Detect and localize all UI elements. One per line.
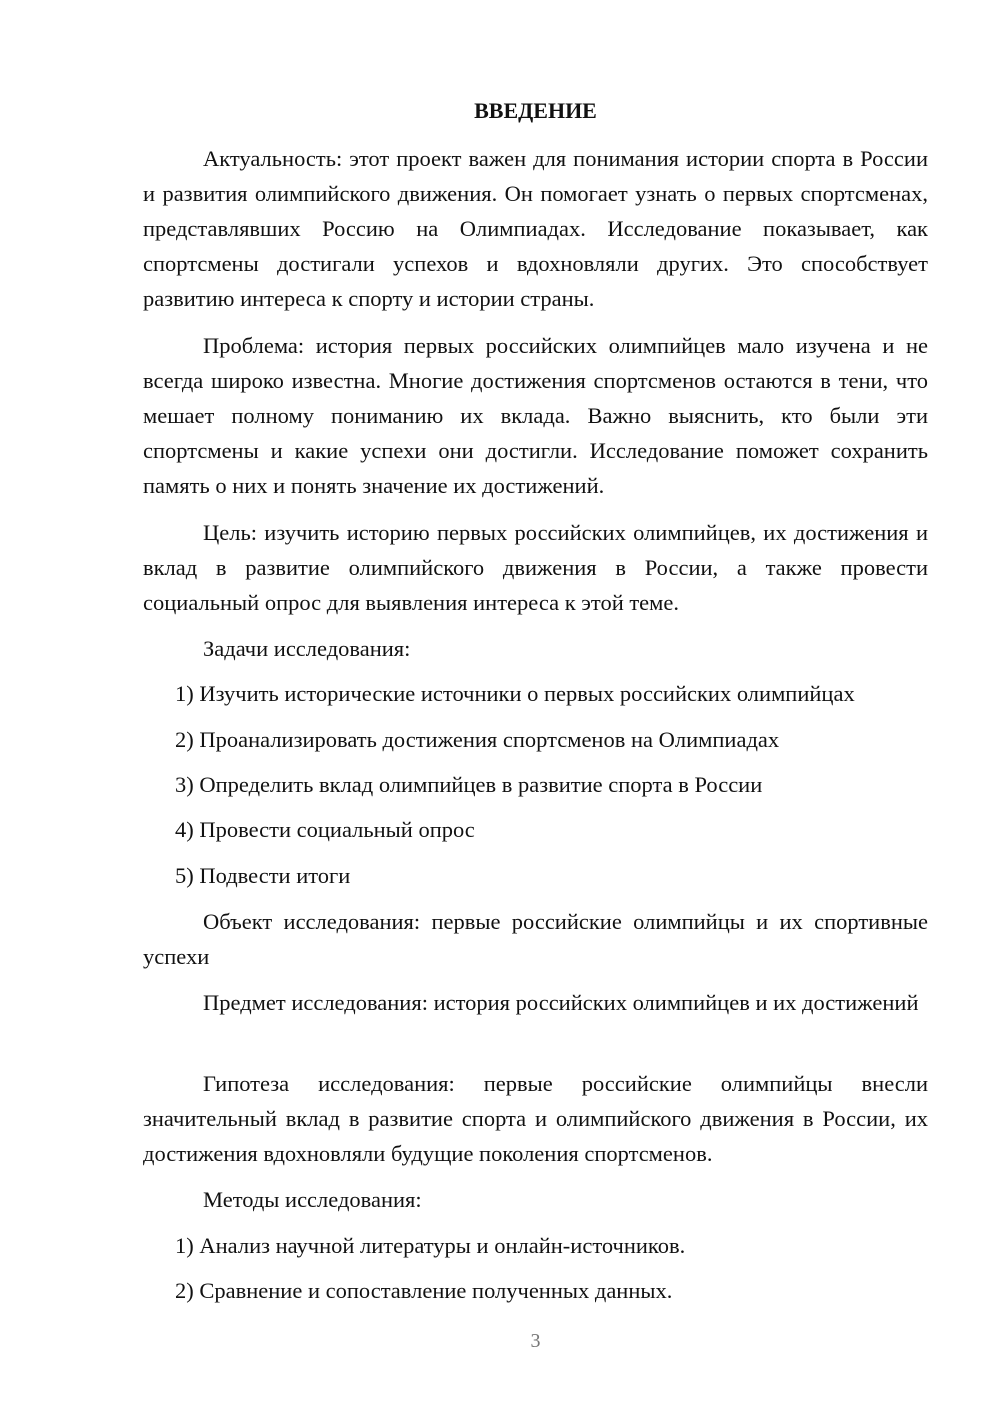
hypothesis-paragraph: Гипотеза исследования: первые российские олимпийцы внесли значительный вклад в развитие спорта и олимпийского движения в России, их достижения вдохновляли будущие поколения спортсменов. [143, 1071, 928, 1166]
page-title: ВВЕДЕНИЕ [474, 98, 597, 123]
method-item-1: 1) Анализ научной литературы и онлайн-источников. [175, 1233, 686, 1258]
task-item-4: 4) Провести социальный опрос [175, 817, 475, 842]
goal-paragraph: Цель: изучить историю первых российских олимпийцев, их достижения и вклад в развитие олимпийского движения в России, а также провести социальный опрос для выявления интереса к этой теме. [143, 520, 928, 615]
problem-paragraph: Проблема: история первых российских олимпийцев мало изучена и не всегда широко известна. Многие достижения спортсменов остаются в тени, что мешает полному пониманию их вклада. Важно выяснить, кто были эти спортсмены и какие успехи они достигли. Исследование поможет сохранить память о них и понять значение их достижений. [143, 333, 928, 498]
methods-heading: Методы исследования: [203, 1187, 422, 1212]
task-item-5: 5) Подвести итоги [175, 863, 351, 888]
document-page [143, 0, 928, 1414]
task-item-2: 2) Проанализировать достижения спортсменов на Олимпиадах [175, 727, 780, 752]
relevance-paragraph: Актуальность: этот проект важен для понимания истории спорта в России и развития олимпийского движения. Он помогает узнать о первых спортсменах, представлявших Россию на Олимпиадах. Исследование показывает, как спортсмены достигали успехов и вдохновляли других. Это способствует развитию интереса к спорту и истории страны. [143, 146, 928, 311]
task-item-1: 1) Изучить исторические источники о первых российских олимпийцах [175, 681, 855, 706]
object-paragraph: Объект исследования: первые российские олимпийцы и их спортивные успехи [143, 909, 928, 969]
subject-paragraph: Предмет исследования: история российских олимпийцев и их достижений [203, 990, 919, 1015]
method-item-2: 2) Сравнение и сопоставление полученных данных. [175, 1278, 673, 1303]
task-item-3: 3) Определить вклад олимпийцев в развитие спорта в России [175, 772, 763, 797]
tasks-heading: Задачи исследования: [203, 636, 411, 661]
page-number: 3 [530, 1330, 541, 1352]
